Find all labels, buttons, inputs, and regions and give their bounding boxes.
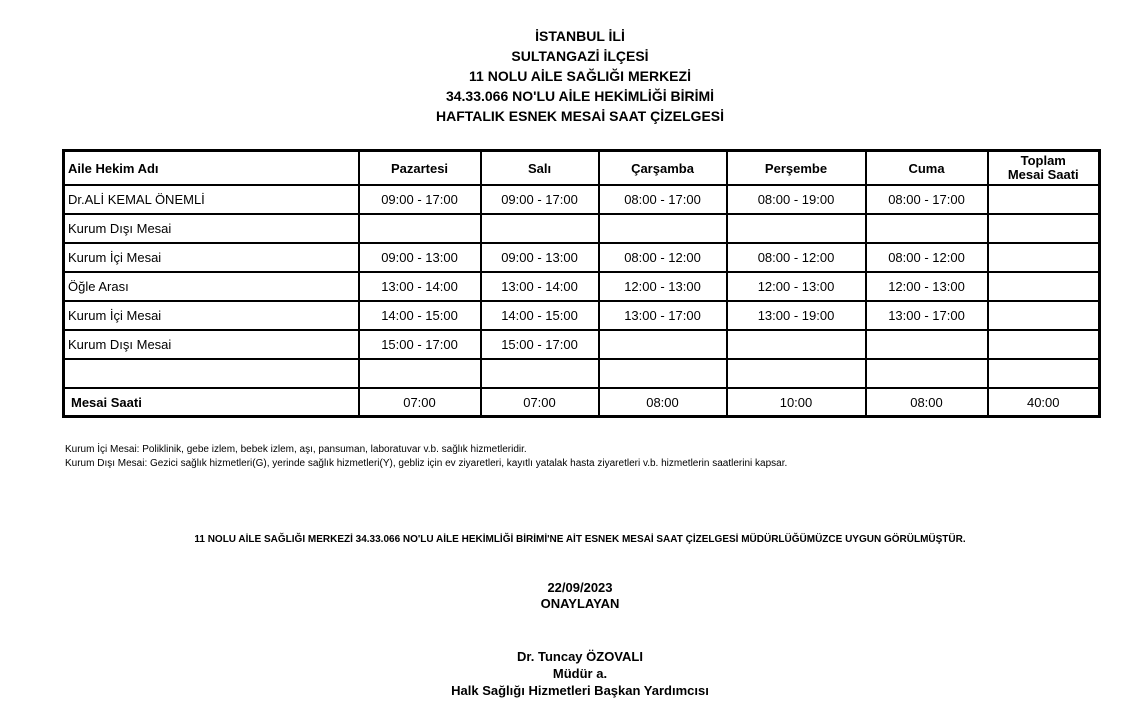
column-header-name: Aile Hekim Adı xyxy=(64,151,359,186)
signature-block xyxy=(0,648,1132,699)
total-row-label: Mesai Saati xyxy=(64,388,359,417)
cell-friday xyxy=(866,359,988,388)
cell-total xyxy=(988,330,1100,359)
total-friday: 08:00 xyxy=(866,388,988,417)
cell-tuesday: 13:00 - 14:00 xyxy=(481,272,599,301)
header-line-province: İSTANBUL İLİ xyxy=(535,28,625,44)
table-row xyxy=(64,185,1100,214)
cell-monday: 14:00 - 15:00 xyxy=(359,301,481,330)
schedule-table xyxy=(62,149,1101,418)
column-header-total xyxy=(988,151,1100,186)
document-title: HAFTALIK ESNEK MESAİ SAAT ÇİZELGESİ xyxy=(435,108,725,124)
row-label: Kurum Dışı Mesai xyxy=(64,214,359,243)
approval-statement: 11 NOLU AİLE SAĞLIĞI MERKEZİ 34.33.066 NO'LU AİLE HEKİMLİĞİ BİRİMİ'NE AİT ESNEK MESAİ SAAT ÇİZELGESİ MÜDÜRLÜĞÜMÜZCE UYGUN GÖRÜLMÜŞTÜR. xyxy=(194,534,966,545)
signatory-name: Dr. Tuncay ÖZOVALI xyxy=(517,649,643,664)
cell-monday xyxy=(359,359,481,388)
row-label xyxy=(64,359,359,388)
cell-monday: 09:00 - 13:00 xyxy=(359,243,481,272)
column-header-total-line2: Mesai Saati xyxy=(1007,167,1079,182)
header-line-center: 11 NOLU AİLE SAĞLIĞI MERKEZİ xyxy=(469,68,691,84)
footnote-internal: Kurum İçi Mesai: Poliklinik, gebe izlem, bebek izlem, aşı, pansuman, laboratuvar v.b. sağlık hizmetleridir. xyxy=(65,444,527,455)
signatory-position: Halk Sağlığı Hizmetleri Başkan Yardımcısı xyxy=(451,683,709,698)
column-header-total-line1: Toplam xyxy=(1020,153,1066,168)
approval-date: 22/09/2023 xyxy=(547,580,613,595)
table-row xyxy=(64,243,1100,272)
cell-tuesday: 15:00 - 17:00 xyxy=(481,330,599,359)
row-label: Dr.ALİ KEMAL ÖNEMLİ xyxy=(64,185,359,214)
total-thursday: 10:00 xyxy=(727,388,866,417)
cell-monday: 15:00 - 17:00 xyxy=(359,330,481,359)
column-header-friday: Cuma xyxy=(866,151,988,186)
cell-total xyxy=(988,243,1100,272)
cell-wednesday: 12:00 - 13:00 xyxy=(599,272,727,301)
table-total-row xyxy=(64,388,1100,417)
footnotes xyxy=(65,443,787,471)
cell-tuesday xyxy=(481,214,599,243)
cell-wednesday xyxy=(599,359,727,388)
document-header xyxy=(0,26,1132,126)
cell-monday: 13:00 - 14:00 xyxy=(359,272,481,301)
row-label: Kurum İçi Mesai xyxy=(64,301,359,330)
total-week: 40:00 xyxy=(988,388,1100,417)
cell-monday: 09:00 - 17:00 xyxy=(359,185,481,214)
column-header-monday: Pazartesi xyxy=(359,151,481,186)
cell-total xyxy=(988,185,1100,214)
cell-tuesday: 14:00 - 15:00 xyxy=(481,301,599,330)
cell-tuesday: 09:00 - 13:00 xyxy=(481,243,599,272)
cell-thursday xyxy=(727,214,866,243)
cell-thursday: 08:00 - 12:00 xyxy=(727,243,866,272)
cell-wednesday: 13:00 - 17:00 xyxy=(599,301,727,330)
total-wednesday: 08:00 xyxy=(599,388,727,417)
row-label: Kurum Dışı Mesai xyxy=(64,330,359,359)
cell-friday: 08:00 - 12:00 xyxy=(866,243,988,272)
cell-friday xyxy=(866,214,988,243)
table-row xyxy=(64,330,1100,359)
table-header-row xyxy=(64,151,1100,186)
table-row xyxy=(64,272,1100,301)
approval-date-block xyxy=(0,580,1132,612)
cell-tuesday: 09:00 - 17:00 xyxy=(481,185,599,214)
cell-thursday xyxy=(727,330,866,359)
cell-wednesday xyxy=(599,214,727,243)
header-line-unit: 34.33.066 NO'LU AİLE HEKİMLİĞİ BİRİMİ xyxy=(445,88,715,104)
table-row xyxy=(64,359,1100,388)
cell-friday xyxy=(866,330,988,359)
cell-wednesday: 08:00 - 12:00 xyxy=(599,243,727,272)
column-header-wednesday: Çarşamba xyxy=(599,151,727,186)
cell-monday xyxy=(359,214,481,243)
total-tuesday: 07:00 xyxy=(481,388,599,417)
cell-friday: 13:00 - 17:00 xyxy=(866,301,988,330)
total-monday: 07:00 xyxy=(359,388,481,417)
cell-total xyxy=(988,301,1100,330)
cell-total xyxy=(988,359,1100,388)
cell-total xyxy=(988,272,1100,301)
cell-total xyxy=(988,214,1100,243)
table-row xyxy=(64,301,1100,330)
column-header-thursday: Perşembe xyxy=(727,151,866,186)
footnote-external: Kurum Dışı Mesai: Gezici sağlık hizmetleri(G), yerinde sağlık hizmetleri(Y), gebliz için ev ziyaretleri, kayıtlı yatalak hasta ziyaretleri v.b. hizmetlerin saatlerini kapsar. xyxy=(65,458,788,469)
cell-wednesday xyxy=(599,330,727,359)
table-row xyxy=(64,214,1100,243)
cell-wednesday: 08:00 - 17:00 xyxy=(599,185,727,214)
cell-tuesday xyxy=(481,359,599,388)
cell-friday: 08:00 - 17:00 xyxy=(866,185,988,214)
cell-friday: 12:00 - 13:00 xyxy=(866,272,988,301)
signatory-title: Müdür a. xyxy=(552,666,608,681)
column-header-tuesday: Salı xyxy=(481,151,599,186)
approver-role: ONAYLAYAN xyxy=(540,596,620,611)
header-line-district: SULTANGAZİ İLÇESİ xyxy=(511,48,649,64)
cell-thursday: 12:00 - 13:00 xyxy=(727,272,866,301)
cell-thursday: 13:00 - 19:00 xyxy=(727,301,866,330)
cell-thursday: 08:00 - 19:00 xyxy=(727,185,866,214)
row-label: Öğle Arası xyxy=(64,272,359,301)
cell-thursday xyxy=(727,359,866,388)
row-label: Kurum İçi Mesai xyxy=(64,243,359,272)
